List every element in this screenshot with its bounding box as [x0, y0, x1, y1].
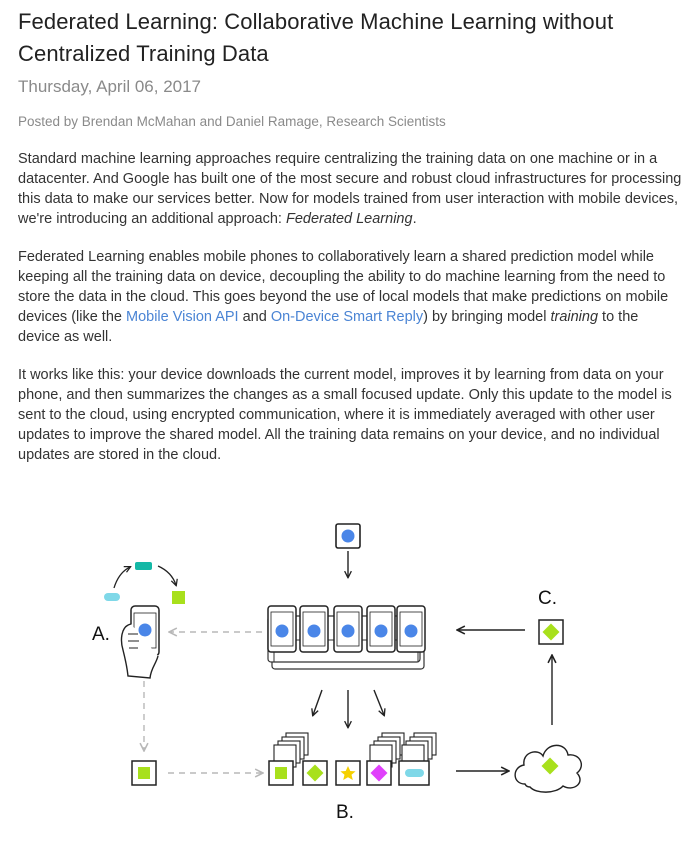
post-body	[18, 149, 682, 465]
update-stacks	[269, 733, 436, 785]
local-update-box	[132, 761, 156, 785]
phone-4	[367, 606, 395, 652]
post-title: Federated Learning: Collaborative Machine Learning without Centralized Training Data	[18, 9, 614, 66]
post-byline: Posted by Brendan McMahan and Daniel Ramage, Research Scientists	[18, 114, 446, 129]
paragraph-2-text-b: and	[238, 309, 271, 325]
paragraph-2	[18, 247, 682, 347]
phone-1	[268, 606, 296, 652]
cloud-icon	[515, 745, 581, 792]
label-b: B.	[336, 802, 354, 823]
phone-3	[334, 606, 362, 652]
phone-cluster	[268, 606, 425, 669]
update-arrow-left	[313, 690, 322, 715]
paragraph-1-text: Standard machine learning approaches require centralizing the training data on one machine or in a datacenter. And Google has built one of the most secure and robust cloud infrastructures for processing this data to make our services better. Now for models trained from user interaction with mobile devices, we're introducing an additional approach:	[18, 151, 682, 227]
update-stack-2	[303, 761, 327, 785]
phone-5	[397, 606, 425, 652]
label-c: C.	[538, 588, 557, 609]
training-emphasis: training	[550, 309, 599, 325]
phone-in-hand-icon	[122, 606, 159, 678]
post-date: Thursday, April 06, 2017	[18, 77, 202, 96]
federated-learning-emphasis: Federated Learning	[285, 211, 413, 227]
paragraph-2-text-c: ) by bringing model	[423, 309, 551, 325]
improved-model-box	[539, 620, 563, 644]
paragraph-1-end: .	[412, 211, 417, 227]
global-model-box	[336, 524, 360, 548]
federated-learning-diagram	[0, 486, 700, 852]
update-stack-1	[269, 733, 308, 785]
diagram-svg	[0, 486, 700, 852]
paragraph-3: It works like this: your device downloads the current model, improves it by learning from data on your phone, and then summarizes the changes as a small focused update. Only this update to the model is sent to the cloud, using encrypted communication, where it is immediately averaged with other user updates to improve the shared model. All the training data remains on your device, and no individual updates are stored in the cloud.	[18, 367, 672, 463]
paragraph-2-text-a: Federated Learning enables mobile phones to collaboratively learn a shared prediction model while keeping all the training data on device, decoupling the ability to do machine learning from the need to store the data in the cloud. This goes beyond the use of local models that make predictions on mobile devices (like the	[18, 249, 669, 325]
paragraph-2-text-d: to the device as well.	[18, 309, 639, 345]
update-arrow-right	[374, 690, 384, 715]
phone-2	[300, 606, 328, 652]
label-a: A.	[92, 624, 110, 645]
on-device-smart-reply-link[interactable]: On-Device Smart Reply	[270, 309, 424, 325]
blog-post	[18, 0, 682, 483]
paragraph-1	[18, 149, 682, 229]
local-update-loop	[104, 562, 185, 604]
update-stack-3	[336, 761, 360, 785]
mobile-vision-api-link[interactable]: Mobile Vision API	[126, 309, 239, 325]
